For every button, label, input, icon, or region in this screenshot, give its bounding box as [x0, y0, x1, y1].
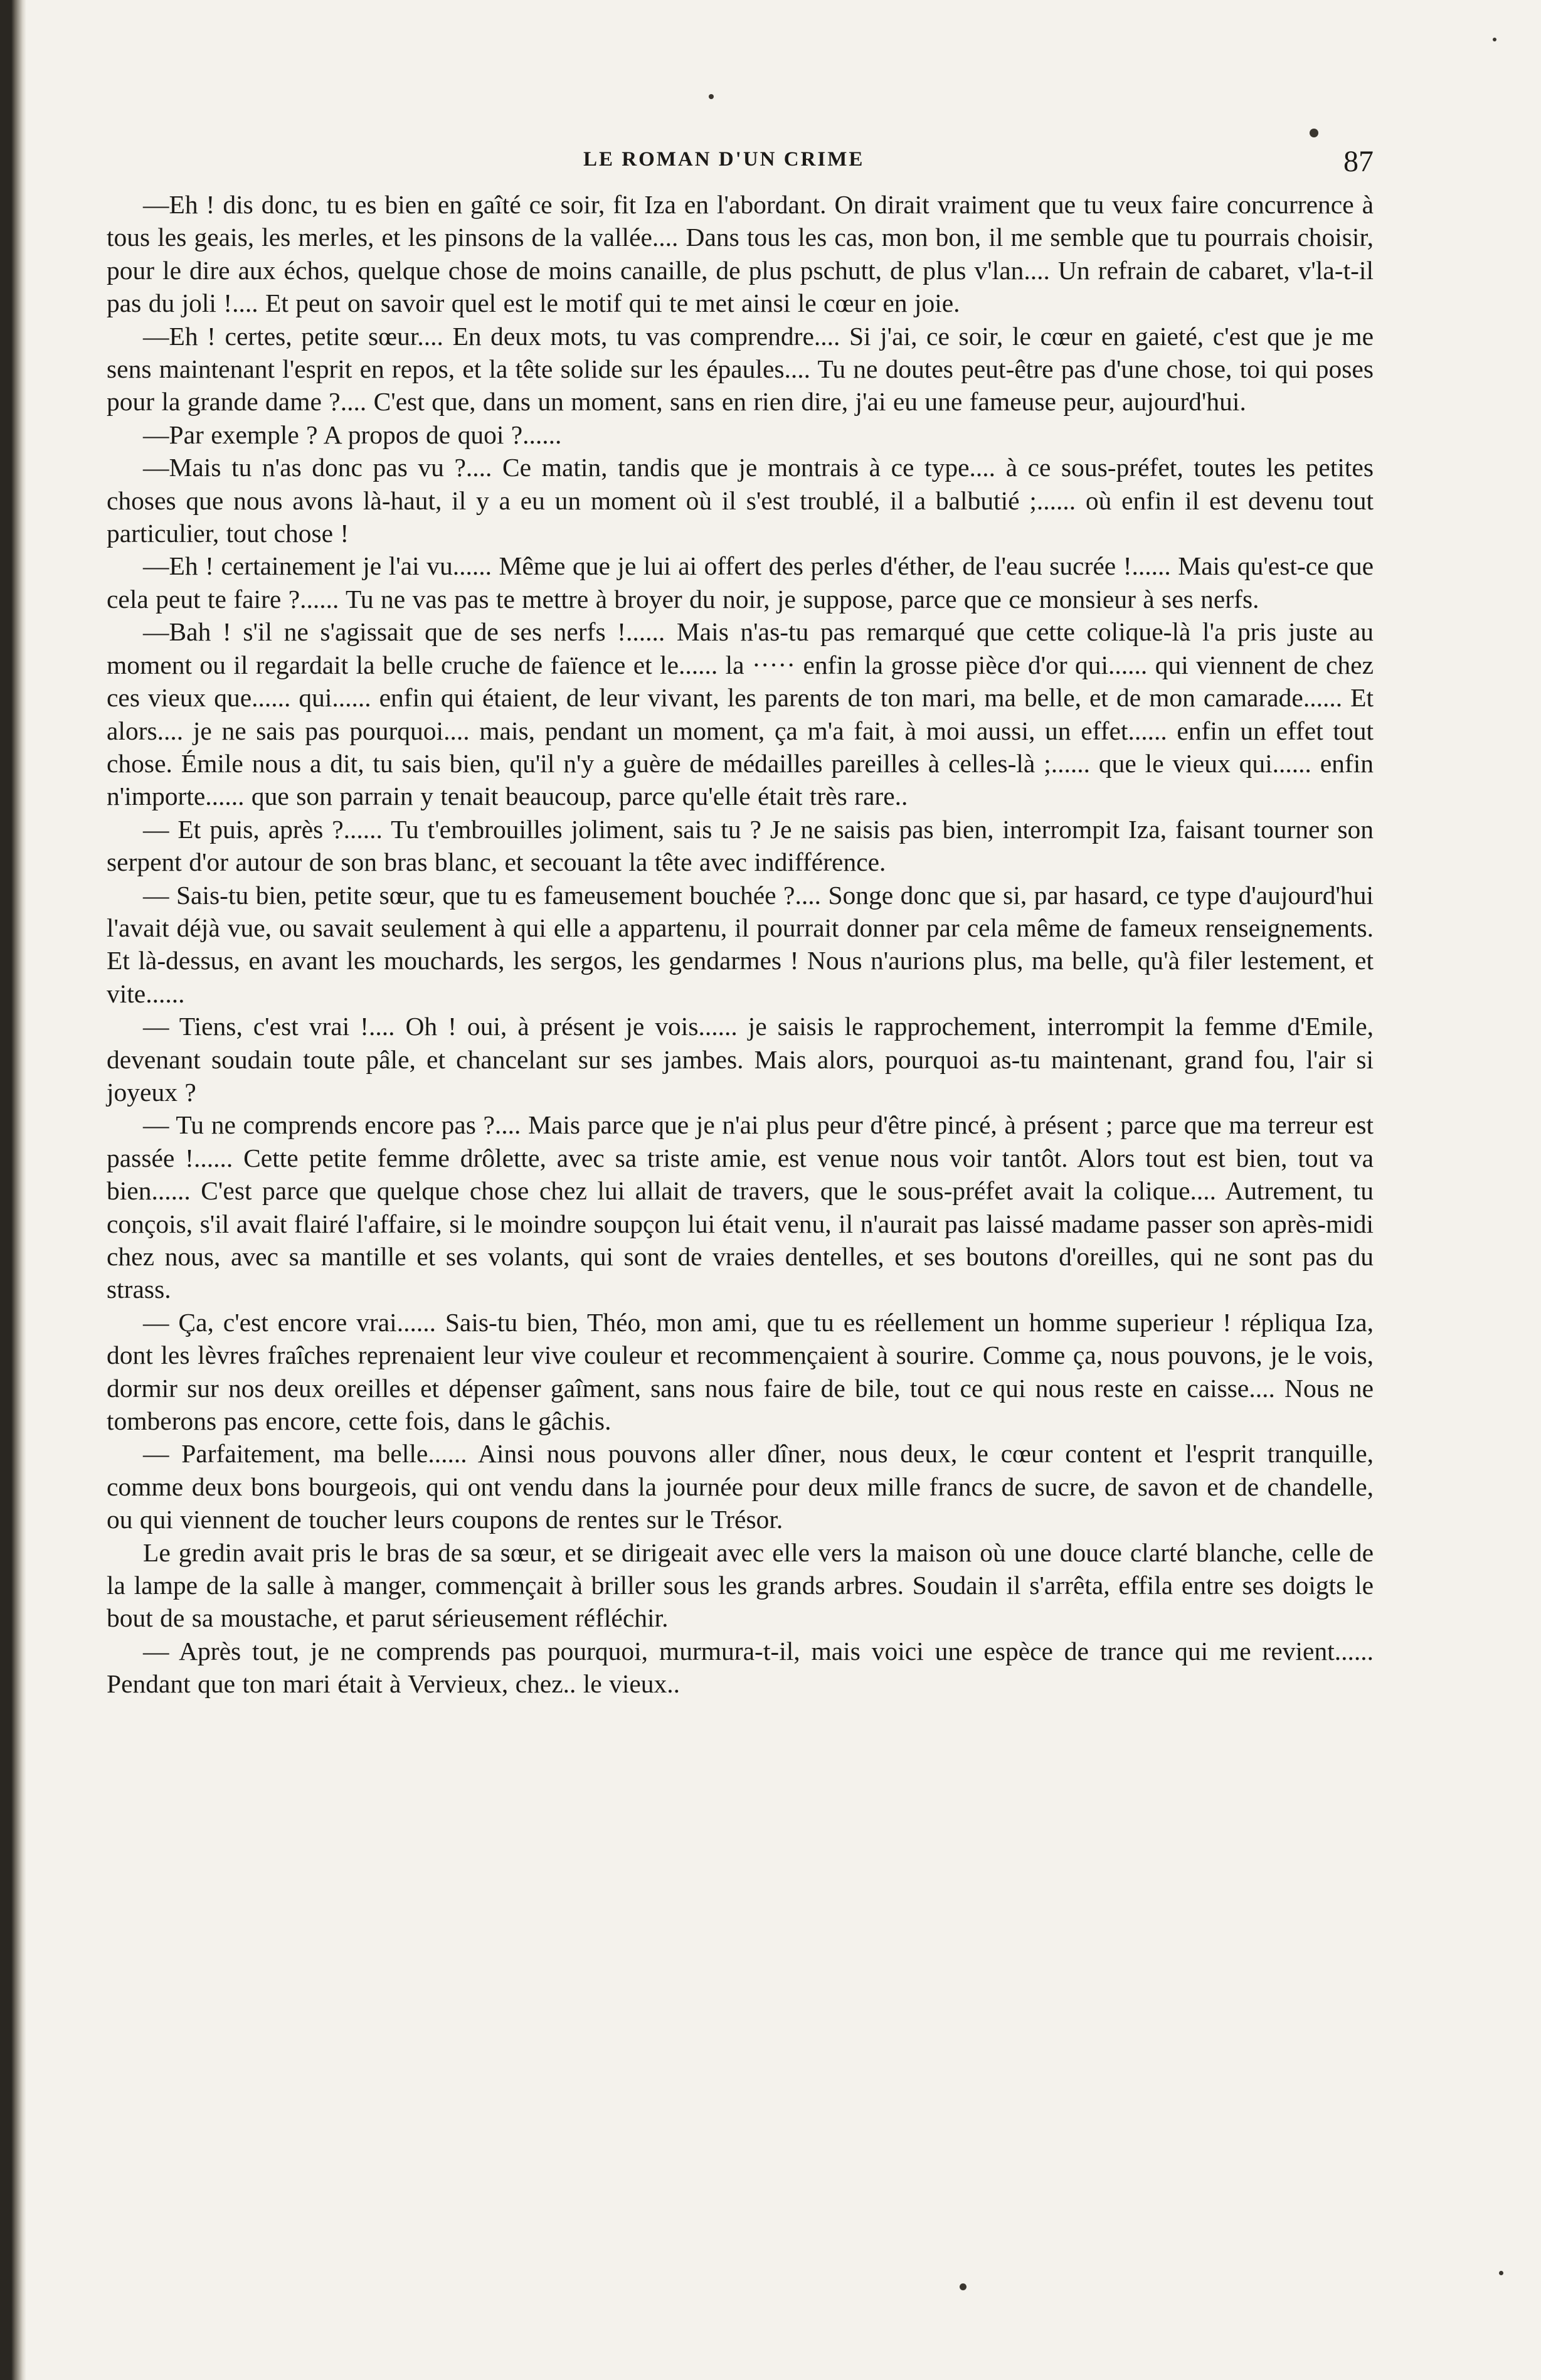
- paragraph: —Eh ! certes, petite sœur.... En deux mots, tu vas comprendre.... Si j'ai, ce soir, le cœur en gaieté, c'est que je me sens maintenant l'esprit en repos, et la tête solide sur les épaules.... Tu ne doutes peut-être pas d'une chose, toi qui poses pour la grande dame ?.... C'est que, dans un moment, sans en rien dire, j'ai eu une fameuse peur, aujourd'hui.: [107, 321, 1374, 417]
- ink-speck: [960, 2283, 966, 2290]
- paragraph: —Eh ! dis donc, tu es bien en gaîté ce soir, fit Iza en l'abordant. On dirait vraiment que tu veux faire concurrence à tous les geais, les merles, et les pinsons de la vallée.... Dans tous les cas, mon bon, il me semble que tu pourrais choisir, pour le dire aux échos, quelque chose de moins canaille, de plus pschutt, de plus v'lan.... Un refrain de cabaret, v'la-t-il pas du joli !.... Et peut on savoir quel est le motif qui te met ainsi le cœur en joie.: [107, 190, 1374, 318]
- page-header: [107, 144, 1374, 188]
- ink-speck: [709, 94, 714, 99]
- page-binding-edge: [0, 0, 26, 2380]
- ink-speck: [1493, 38, 1496, 41]
- paragraph: — Tu ne comprends encore pas ?.... Mais parce que je n'ai plus peur d'être pincé, à présent ; parce que ma terreur est passée !...... Cette petite femme drôlette, avec sa triste amie, est venue nous voir tantôt. Alors tout est bien, tout va bien...... C'est parce que quelque chose chez lui allait de travers, que le sous-préfet avait la colique.... Autrement, tu conçois, s'il avait flairé l'affaire, si le moindre soupçon lui était venu, il n'aurait pas laissé madame passer son après-midi chez nous, avec sa mantille et ses volants, qui sont de vraies dentelles, et ses boutons d'oreilles, qui ne sont pas du strass.: [107, 1110, 1374, 1304]
- paragraph: — Tiens, c'est vrai !.... Oh ! oui, à présent je vois...... je saisis le rapprochement, interrompit la femme d'Emile, devenant soudain toute pâle, et chancelant sur ses jambes. Mais alors, pourquoi as-tu maintenant, grand fou, l'air si joyeux ?: [107, 1012, 1374, 1107]
- paragraph: — Ça, c'est encore vrai...... Sais-tu bien, Théo, mon ami, que tu es réellement un homme superieur ! répliqua Iza, dont les lèvres fraîches reprenaient leur vive couleur et recommençaient à sourire. Comme ça, nous pouvons, je le vois, dormir sur nos deux oreilles et dépenser gaîment, sans nous faire de bile, tout ce qui nous reste en caisse.... Nous ne tomberons pas encore, cette fois, dans le gâchis.: [107, 1307, 1374, 1436]
- page-number: 87: [1343, 145, 1374, 178]
- paragraph: — Et puis, après ?...... Tu t'embrouilles joliment, sais tu ? Je ne saisis pas bien, interrompit Iza, faisant tourner son serpent d'or autour de son bras blanc, et secouant la tête avec indifférence.: [107, 814, 1374, 877]
- body-text: [107, 188, 1374, 1701]
- paragraph: —Bah ! s'il ne s'agissait que de ses nerfs !...... Mais n'as-tu pas remarqué que cette colique-là l'a pris juste au moment ou il regardait la belle cruche de faïence et le...... la ····· enfin la grosse pièce d'or qui...... qui viennent de chez ces vieux que...... qui...... enfin qui étaient, de leur vivant, les parents de ton mari, ma belle, et de mon camarade...... Et alors.... je ne sais pas pourquoi.... mais, pendant un moment, ça m'a fait, à moi aussi, un effet...... enfin un effet tout chose. Émile nous a dit, tu sais bien, qu'il n'y a guère de médailles pareilles à celles-là ;...... que le vieux qui...... enfin n'importe...... que son parrain y tenait beaucoup, parce qu'elle était très rare..: [107, 617, 1374, 811]
- paragraph: Le gredin avait pris le bras de sa sœur, et se dirigeait avec elle vers la maison où une douce clarté blanche, celle de la lampe de la salle à manger, commençait à briller sous les grands arbres. Soudain il s'arrêta, effila entre ses doigts le bout de sa moustache, et parut sérieusement réfléchir.: [107, 1538, 1374, 1633]
- paragraph: — Parfaitement, ma belle...... Ainsi nous pouvons aller dîner, nous deux, le cœur content et l'esprit tranquille, comme deux bons bourgeois, qui ont vendu dans la journée pour deux mille francs de sucre, de savon et de chandelle, ou qui viennent de toucher leurs coupons de rentes sur le Trésor.: [107, 1439, 1374, 1534]
- ink-speck: [1499, 2271, 1503, 2275]
- paragraph: —Eh ! certainement je l'ai vu...... Même que je lui ai offert des perles d'éther, de l'eau sucrée !...... Mais qu'est-ce que cela peut te faire ?...... Tu ne vas pas te mettre à broyer du noir, je suppose, parce que ce monsieur à ses nerfs.: [107, 551, 1374, 614]
- paragraph: —Mais tu n'as donc pas vu ?.... Ce matin, tandis que je montrais à ce type.... à ce sous-préfet, toutes les petites choses que nous avons là-haut, il y a eu un moment où il s'est troublé, il a balbutié ;...... où enfin il est devenu tout particulier, tout chose !: [107, 453, 1374, 548]
- paragraph: —Par exemple ? A propos de quoi ?......: [143, 420, 562, 449]
- running-title: LE ROMAN D'UN CRIME: [583, 148, 865, 171]
- paragraph: — Après tout, je ne comprends pas pourquoi, murmura-t-il, mais voici une espèce de trance qui me revient...... Pendant que ton mari était à Vervieux, chez.. le vieux..: [107, 1636, 1374, 1699]
- ink-speck: [1310, 129, 1318, 137]
- paragraph: — Sais-tu bien, petite sœur, que tu es fameusement bouchée ?.... Songe donc que si, par hasard, ce type d'aujourd'hui l'avait déjà vue, ou savait seulement à qui elle a appartenu, il pourrait donner par cela même de fameux renseignements. Et là-dessus, en avant les mouchards, les sergos, les gendarmes ! Nous n'aurions plus, ma belle, qu'à filer lestement, et vite......: [107, 880, 1374, 1008]
